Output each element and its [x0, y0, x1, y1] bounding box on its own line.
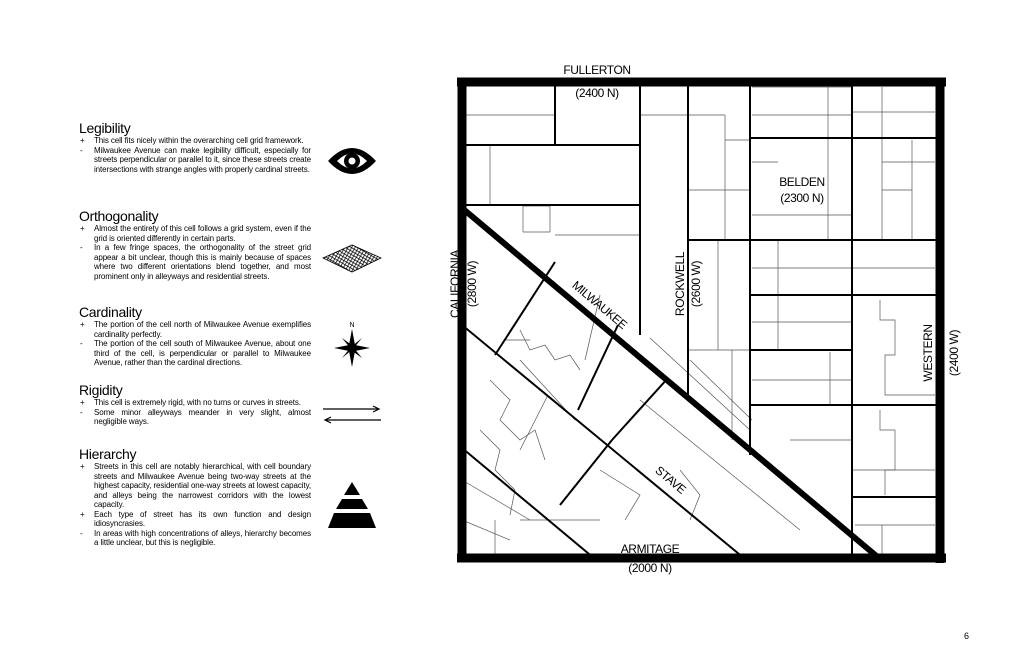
heading-rigidity: Rigidity [79, 382, 123, 398]
label-fullerton: FULLERTON [563, 63, 631, 77]
label-armitage-number: (2000 N) [628, 561, 672, 575]
bullet-item: + Streets in this cell are notably hierarchical, with cell boundary streets and Milwaukee Avenue being two-way streets at the highest capacity, residential one-way streets at lowest capacity, and alleys being the narrowest corridors with the lowest capacity. [80, 462, 311, 509]
label-rockwell-number: (2600 W) [689, 260, 703, 308]
label-california-number: (2800 W) [465, 260, 479, 308]
cell-boundary [457, 82, 946, 563]
bullet-item: + Almost the entirety of this cell follows a grid system, even if the grid is oriented differently in certain parts. [80, 224, 311, 243]
bullet-item: - In areas with high concentrations of alleys, hierarchy becomes a little unclear, but this is negligible. [80, 528, 311, 547]
bullet-item: + Each type of street has its own function and design idiosyncrasies. [80, 509, 311, 528]
label-fullerton-number: (2400 N) [575, 86, 619, 100]
bullet-item: - The portion of the cell south of Milwaukee Avenue, about one third of the cell, is perpendicular or parallel to Milwaukee Avenue, rather than the cardinal directions. [80, 339, 311, 367]
page-number: 6 [963, 631, 969, 641]
label-western-number: (2400 W) [947, 329, 961, 377]
alleys [462, 87, 935, 559]
label-rockwell: ROCKWELL [673, 251, 687, 317]
heading-legibility: Legibility [79, 120, 131, 136]
heading-orthogonality: Orthogonality [79, 208, 159, 224]
residential-streets [462, 82, 939, 559]
bullet-item: - Some minor alleyways meander in very slight, almost negligible ways. [80, 407, 311, 426]
heading-cardinality: Cardinality [79, 304, 142, 320]
bullet-item: + The portion of the cell north of Milwaukee Avenue exemplifies cardinality perfectly. [80, 320, 311, 339]
label-armitage: ARMITAGE [620, 542, 680, 556]
label-milwaukee: MILWAUKEE [569, 278, 630, 332]
bullet-item: - Milwaukee Avenue can make legibility difficult, especially for streets perpendicular or parallel to it, since these streets create intersections with strange angles with properly cardinal streets. [80, 145, 311, 174]
heading-hierarchy: Hierarchy [79, 446, 137, 462]
bullet-item: - In a few fringe spaces, the orthogonality of the street grid appear a bit unclear, though this is mainly because of spaces where two different orientations blend together, and most prominent only in alleyways and residential streets. [80, 243, 311, 281]
label-belden-number: (2300 N) [780, 191, 824, 205]
label-western: WESTERN [921, 324, 935, 382]
label-california: CALIFORNIA [448, 249, 462, 319]
compass-north-label: N [349, 322, 355, 329]
label-belden: BELDEN [779, 175, 825, 189]
label-stave: STAVE [652, 463, 689, 497]
milwaukee-avenue [462, 208, 880, 559]
bullet-item: + This cell fits nicely within the overarching cell grid framework. [80, 136, 304, 145]
bullet-item: + This cell is extremely rigid, with no turns or curves in streets. [80, 398, 301, 407]
